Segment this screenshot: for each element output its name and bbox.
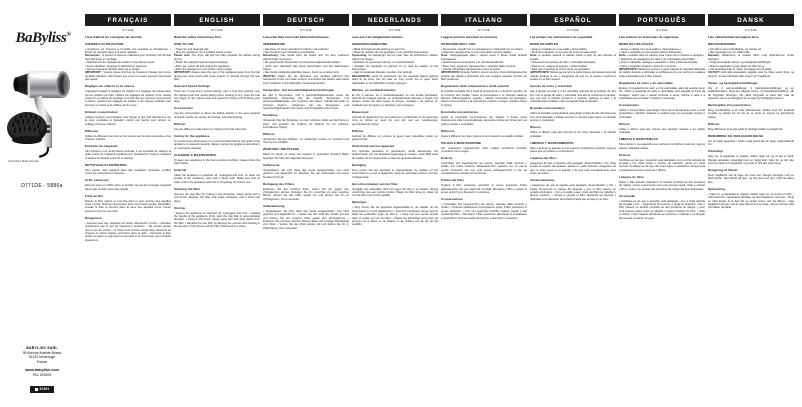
section-body: • Asegúrese de que el aparato esté apagado, desenchufado y frío. • Sujete firmemente el mango del aparato y gire el filtro trasero en sentido antihorario. • Con un cepillo suave, retire del filtro los cabellos y demás residuos. • Vuelva a colocar el filtro alineando las ranuras y girándolo en la dirección de la flecha hasta que encaje en su sitio. — [530, 184, 616, 201]
section-body: Usare la bocchetta concentratrice per dirigere il flusso d'aria direttamente sulla zona desiderata, lavorando ciocca per ciocca per uno styling preciso e controllato. — [441, 115, 527, 126]
product-panel — [0, 0, 84, 407]
section-body: Sørg for, at apparatet er slukket, stikket taget ud, og at det er koldt. Rengør apparatet udvendigt med en fugtig klud. Sørg for, at der ikke kommer vand ind i apparatet, og at det er helt tørt inden brug. — [708, 155, 794, 165]
section-heading: Reiniging — [352, 162, 367, 167]
column-intro: Lisez d'abord les consignes de sécurité. — [85, 34, 143, 39]
manual-section — [85, 111, 171, 126]
manual-section — [708, 188, 794, 210]
column-model-number: D771DE — [300, 28, 312, 32]
section-body: Clean the appliance is switched off, unplugged and cool. To clean the outside of the appliance, wipe with a damp cloth. Make sure that no water enters the appliance and that is completely dry before use. — [174, 173, 260, 184]
certification-badge-label: 300H — [39, 387, 50, 392]
manual-section — [352, 43, 438, 85]
section-heading: Diffuser — [352, 128, 364, 133]
language-column — [441, 14, 527, 394]
section-heading: WARTUNG UND PFLEGE — [263, 147, 300, 152]
manual-section — [530, 43, 616, 82]
section-body: • Controllare che l'apparecchio sia spento, staccato dalla corrente e freddo. • Tenendo saldamente l'impugnatura, girare il filtro posteriore in senso antiorario. • Con una spazzola morbida, togliere capelli e altri residui dal filtro. • Rimettere il filtro posteriore allineando le scanalature e girandolo in direzione della freccia fino a bloccarlo in posizione. — [441, 202, 527, 220]
section-body: Damit Ihr Gerät so lange wie möglich in optimalem Zustand bleibt, beachten Sie bitte die folgenden Hinweise. — [263, 153, 349, 160]
manual-section — [263, 89, 349, 111]
section-body: • Sørg for, at apparatet er slukket, stikket taget ud, og at det er koldt. • Hold godt fast i apparatets håndtag, og drej bagfilteret mod uret. • Brug en blød børste til at feje hår og andet snavs væk fra filteret. • Sæt bagfilteret på igen ved at rette rillerne ind og dreje i pilens retning, indtil det klikker på plads. — [708, 192, 794, 210]
manual-section — [708, 150, 794, 165]
section-heading: Opbevaring — [708, 186, 726, 191]
section-body: Para mantener el aparato en las mejores condiciones posibles, siga los pasos que se indican a continuación. — [530, 146, 616, 153]
section-heading: Embout concentrateur — [85, 109, 118, 114]
language-column — [263, 14, 349, 394]
column-model-number: D771DE — [567, 28, 579, 32]
section-heading: MODO DE EMPLEO — [530, 41, 559, 46]
section-heading: Blaasmond — [352, 109, 369, 114]
section-heading: VERWENDUNG — [263, 41, 286, 46]
section-heading: Caring for the appliance — [174, 133, 210, 138]
column-model-number: D771DE — [656, 28, 668, 32]
section-body: Verwenden Sie den Diffusor, um natürlichen Locken zu verleihen und Volumen zu schaffen. — [263, 138, 349, 145]
manual-section — [441, 142, 527, 154]
language-column — [352, 14, 438, 394]
column-intro: Lees eerst de veiligheidsinstructies. — [352, 34, 404, 39]
section-heading: Diffuser — [174, 121, 186, 126]
manual-section — [530, 107, 616, 122]
section-body: Gebruik de blaasmond om de luchtstroom rechtstreeks op de gewenste zone te richten en werk lok voor lok voor een nauwkeurige, gecontroleerde styling. — [352, 115, 438, 126]
section-heading: CLEANING & MAINTENANCE — [174, 152, 217, 157]
company-website: www.babyliss.com — [25, 368, 59, 373]
manual-section — [352, 111, 438, 126]
section-body: Utilice el difusor para dar volumen a los rizos naturales y al cabello ondulado. — [530, 131, 616, 138]
section-heading: Styledüse — [263, 113, 278, 118]
manual-section — [174, 43, 260, 82]
language-header: ENGLISH — [174, 14, 260, 26]
section-heading: Arrumação — [619, 193, 636, 198]
section-body: To keep your appliance in the best possible condition, please follow the steps below. — [174, 158, 260, 165]
hair-dryer-product-image — [2, 62, 82, 158]
section-body: Utilisez le diffuseur pour donner du volume aux boucles naturelles et les cheveux ondulés. — [85, 134, 171, 142]
column-intro: Leia primeiro as instruções de segurança. — [619, 34, 680, 39]
section-body: For at holde apparatet i bedst mulig stand bør du følge nedenstående trin. — [708, 139, 794, 147]
section-body: Remove the rear filter by rotating it anti-clockwise. Clean gently with a soft brush. Replace the filter and rotate clockwise until it locks into place. — [174, 192, 260, 203]
section-heading: Entretien de l'appareil — [85, 144, 118, 149]
section-body: Togliere il filtro posteriore girandolo in senso antiorario. Pulire delicatamente con una spazzola morbida. Rimettere il filtro e girarlo in senso orario fino a bloccarlo in posizione. — [441, 184, 527, 194]
manual-section — [263, 114, 349, 129]
section-heading: Regulações de calor e de velocidade — [619, 80, 673, 85]
manual-section — [708, 135, 794, 147]
language-header: ITALIANO — [441, 14, 527, 26]
section-heading: Difusor — [530, 125, 541, 130]
language-column — [530, 14, 616, 394]
manual-section — [85, 145, 171, 160]
section-heading: Mundstykke til koncentration — [708, 103, 751, 108]
manual-section — [708, 169, 794, 184]
section-heading: Concentrador — [619, 103, 640, 108]
section-heading: Temperatur- und Geschwindigkeitseinstellungen — [263, 87, 335, 92]
section-body: Retirez le filtre arrière en tournant dans le sens inverse des aiguilles d'une montre. Nettoyez doucement avec une brosse souple. Réinstallez ensuite le filtre et tournez dans le sens des aiguilles d'une montre jusqu'à ce qu'il se verrouille. — [85, 199, 171, 213]
section-body: • Seque el cabello con una toalla y desenrédelo. • Enchufe el aparato a una toma de corriente adecuada. Nota: el secador atraerá el cabello hacia el flujo de aire durante el secado. • Seleccione los ajustes de calor y velocidad deseados. • Tras el uso, apague el aparato y desenchúfelo. • Deje que el aparato se enfríe antes de guardarlo. ¡IMPORTANTE! Mantenga siempre la parte trasera del aparato lejos del cabello durante el uso y asegúrese de que no se aspiren mechones sueltos en el filtro trasero. — [530, 47, 616, 82]
section-heading: Reinigung des Filters — [263, 181, 295, 186]
section-heading: Regolazione della temperatura e della velocità — [441, 84, 509, 89]
manual-section — [352, 89, 438, 108]
manual-section — [174, 207, 260, 229]
column-model-number: D771DE — [745, 28, 757, 32]
section-heading: GEBRUIKSAANWIJZING — [352, 41, 388, 46]
section-body: È possibile scegliere fra 3 livelli di temperatura e 2 livelli di velocità, più la funzione aria fredda. Usare la temperatura e la velocità massime all'inizio dell'asciugatura; quando i capelli cominciano ad asciugarsi, ridurre la temperatura e la velocità per mettere in piega i capelli e rifinire lo styling. — [441, 90, 527, 107]
language-header: PORTUGUÊS — [619, 14, 705, 26]
section-body: Utilize o concentrador para dirigir o fluxo de ar diretamente para a zona pretendida e trabalhe madeixa a madeixa para um penteado preciso e controlado. — [619, 109, 705, 119]
language-column — [174, 14, 260, 394]
section-heading: LIMPIEZA Y MANTENIMIENTO — [530, 140, 574, 145]
manual-section — [441, 130, 527, 138]
section-heading: PULIZIA E MANUTENZIONE — [441, 140, 482, 145]
section-heading: RENGØRING OG VEDLIGEHOLDELSE — [708, 133, 764, 138]
section-body: To ensure best performance it is recommended that the rear grille of the appliance is cleaned regularly. Always unplug the appliance and allow it to cool before cleaning. — [174, 139, 260, 150]
language-column — [619, 14, 705, 394]
section-heading: Varme- og hastighedsindstillinger — [708, 80, 758, 85]
section-body: Es gibt 3 Temperatur- und 2 Geschwindigkeitsstufen sowie die Kaltluftstufe. Verwenden Sie die höchste Temperatur- und Geschwindigkeitsstufe zum Trocknen des Haars. Sobald das Haar zu trocknen beginnt, reduzieren Sie die Temperatur- und Geschwindigkeitsstufe zum Stylen und Fertigstellen Ihrer Frisur. — [263, 93, 349, 111]
section-heading: Heat and Speed Settings — [174, 84, 211, 89]
section-body: • Tamponare i capelli con un asciugamano e districarli con un pettine. • Attaccare l'apparecchio a una presa della corrente adatta. Nota: l'asciugacapelli attira i capelli verso il flusso d'aria durante l'asciugatura. • Selezionare la temperatura e la velocità desiderate. • Dopo l'uso, spegnere l'apparecchio e staccarlo dalla corrente. • Lasciar raffreddare l'apparecchio prima di riporlo. IMPORTANTE! Durante l'utilizzo tenere sempre il retro dell'apparecchio lontano dai capelli e accertarsi che non vengano aspirate ciocche nel filtro posteriore. — [441, 47, 527, 82]
manual-section — [263, 148, 349, 160]
section-heading: Außenseite — [263, 162, 280, 167]
manual-section — [174, 85, 260, 104]
section-body: • Seque o cabelo com uma toalha e desembarace-o. • Ligue o aparelho a uma tomada elétrica adequada. Nota: o secador atrai os cabelos para o fluxo de ar durante a secagem. • Selecione as regulações de calor e de velocidade pretendidas. • Após a utilização, desligue o aparelho e retire a ficha da tomada. • Deixe o aparelho arrefecer antes de o arrumar. IMPORTANTE! Mantenha sempre a parte traseira do aparelho afastada do cabelo durante a utilização e certifique-se de que nenhuma madeixa solta é aspirada para o filtro traseiro. — [619, 47, 705, 78]
language-columns — [85, 14, 797, 394]
section-heading: Onderhoud van het apparaat — [352, 144, 394, 149]
product-caption: Instructions Mode d'emploi — [8, 160, 39, 163]
manual-section — [619, 154, 705, 173]
section-heading: Conservazione — [441, 197, 463, 201]
section-body: • Employez sur cheveux à humidité une serviette et démêlez-les. • Évitez de l'appareil dans une pièce adaptée. Remarques : le séchoir à cheveux collectera pour conforter l'air humide dont alimenter en séchage. • Sélectionnez les réglages de chaleur et de vitesse requis. • Après utilisation, éteignez et débranchez l'appareil. • Laissez l'appareil refroidir avant de le ranger. IMPORTANT ! L'avant risque d'arriver de l'appareil d'usage des forces pendant utilisation, afin d'éviter que vous n'en avant appuyez pas la tête des unités. — [85, 47, 172, 82]
section-body: Use the concentrator to direct the airflow directly to the area required and work section by section for precise, controlled styling. — [174, 112, 260, 119]
section-body: There are 3 heat and 2 speed settings, plus a cool shot position. Use the highest heat and speed setting when starting to dry; once the hair has begun to dry, reduce heat and speed for styling and finishing your style. — [174, 90, 260, 104]
section-heading: LIMPEZA E MANUTENÇÃO — [619, 137, 658, 142]
section-heading: Pulizia del filtro — [441, 178, 465, 183]
language-column — [85, 14, 171, 394]
section-body: Existem 3 regulações de calor e 2 de velocidade, além da posição de ar frio. Utilize a regulação de calor e velocidade mais elevada no início da secagem; assim que o cabelo começar a secar, reduza o calor e a velocidade para modelar e finalizar o penteado. — [619, 86, 705, 101]
company-name: BABYLISS SARL — [26, 346, 58, 350]
section-heading: ISTRUZIONI PER L'USO — [441, 41, 476, 46]
section-heading: BRUGSANVISNING — [708, 41, 736, 46]
manual-section — [174, 169, 260, 184]
manual-section — [352, 130, 438, 142]
section-body: Para manter o seu aparelho nas melhores condições possíveis, siga os passos indicados abaixo. — [619, 143, 705, 150]
manual-section — [441, 111, 527, 126]
manual-section — [85, 179, 171, 191]
section-heading: CONSEILS D'UTILISATION — [85, 41, 124, 46]
section-body: • Zorg ervoor dat het apparaat uitgeschakeld is, de stekker uit het stopcontact is en het afgekoeld is. • Houd de handgreep stevig vast en draai het achterfilter tegen de klok in. • Veeg met een zachte borstel haar en ander vuil van het filter. • Plaats het achterfilter terug door de groeven uit te lijnen en te draaien in de richting van de pijl tot het vastklikt. — [352, 206, 438, 227]
manual-section — [174, 123, 260, 131]
manual-section — [263, 164, 349, 179]
section-body: • Tør håret med et håndklæde, og red det ud. • Sæt apparatet ind i en stikkontakt. Bemærk: hårtørreren vil trække håret mod luftstrømmen under tørringen. • Vælg de ønskede varme- og hastighedsindstillinger. • Sluk for apparatet og tag stikket ud efter brug. • Lad apparatet køle af, inden du lægger det på plads. VIGTIGT! Hold altid apparatets bagside væk fra håret under brug, og sørg for, at løse hårlokker ikke suges ind i bagfilteret. — [708, 47, 794, 78]
column-intro: Read the safety instructions first. — [174, 34, 222, 39]
section-body: Brug diffuseren til at give fylde til naturlige krøller og bølget hår. — [708, 127, 784, 131]
badge-square-icon — [35, 388, 38, 391]
language-header: FRANÇAIS — [85, 14, 171, 26]
manual-section — [441, 198, 527, 220]
section-heading: Cleaning the filter — [174, 186, 201, 191]
section-heading: Storing — [174, 205, 185, 210]
section-body: • Vergewissern Sie sich, dass das Gerät ausgeschaltet, vom Netz getrennt und abgekühlt ist. • Halten Sie den Griff des Geräts gut fest und drehen Sie den hinteren Filter gegen den Uhrzeigersinn. • Entfernen Sie mit einer weichen Bürste Haare und sonstige Rückstände vom Filter. • Setzen Sie den Filter wieder auf und drehen Sie ihn in Pfeilrichtung, bis er einrastet. — [263, 209, 349, 230]
section-heading: Limpeza do filtro — [619, 174, 644, 179]
manual-section — [174, 154, 260, 166]
section-heading: MODO DE UTILIZAÇÃO — [619, 41, 653, 46]
manual-section — [441, 157, 527, 176]
manual-section — [85, 195, 171, 214]
manual-section — [708, 82, 794, 101]
language-header: ESPAÑOL — [530, 14, 616, 26]
manual-section — [530, 126, 616, 138]
section-body: • Assurez-vous que l'appareil est éteint, débranché et froid. • Attendez entièrement que le jour de l'appareil à l'extrême. • Ne coupez jamais que le jour du cordon. • À l'aide d'une brosse souple deux éléments au cheveux et autres résidus accrochez dans la grille. • Remettre le filtre arrière et placer en appuyant en tournant et en retournant vers la finètre pressez-en. — [85, 221, 171, 242]
column-model-number: D771DE — [122, 28, 134, 32]
section-heading: Diffuser — [708, 121, 720, 126]
manual-section — [263, 205, 349, 230]
section-body: Certifique-se de que o aparelho está desligado, com a ficha retirada da tomada e frio. Para limpar o exterior do aparelho, passe um pano húmido. Certifique-se de que não entra água no aparelho e de que está completamente seco antes de o utilizar. — [619, 158, 705, 172]
company-address-block — [0, 346, 84, 395]
column-model-number: D771DE — [478, 28, 490, 32]
manual-section — [352, 145, 438, 160]
brand-logo — [8, 30, 78, 47]
brand-name: BaByliss — [15, 30, 67, 46]
section-heading: External — [174, 167, 187, 172]
section-heading: Het schoonmaken van het filter — [352, 181, 398, 186]
section-heading: Rengøring af filteret — [708, 167, 738, 172]
section-body: • Ensure the appliance is switched off, unplugged and cool. • Holding the handle of the appliance firmly, twist the rear filter in anti-clockwise direction. • Using a soft brush, sweep away hair and other debris from the filter. • Replace the rear filter by aligning the grooves and twisting in the direction of the arrow until the filter clicks back into place. — [174, 211, 260, 229]
manual-section — [708, 104, 794, 119]
section-body: Verwenden Sie die Styledüse, um den Luftstrom direkt auf die Partie zu leiten und arbeiten Sie Strähne für Strähne für ein präzises, kontrolliertes Styling. — [263, 119, 349, 130]
company-country: France — [36, 359, 48, 364]
language-header: DANSK — [708, 14, 794, 26]
section-body: Utilice la boquilla concentradora para dirigir el flujo de aire directamente a la zona deseada y trabaje mechón a mechón para lograr un peinado preciso y controlado. — [530, 112, 616, 123]
manual-section — [530, 179, 616, 201]
section-heading: Almacenamiento — [530, 178, 555, 183]
section-body: Verwijder het achterfilter door het tegen de klok in te draaien. Reinig voorzichtig met een zachte borstel. Plaats het filter terug en draai het met de klok mee tot het vastklikt. — [352, 187, 438, 198]
manual-section — [174, 188, 260, 203]
section-heading: Filtre arrière — [85, 193, 104, 198]
manual-section — [352, 164, 438, 179]
section-body: Use the diffuser to add volume to natural curls and wavy hair. — [174, 127, 247, 131]
section-heading: Exterior — [619, 152, 631, 157]
manual-section — [174, 135, 260, 150]
section-body: L'appareil possède 3 réglages de chaleur et 2 réglages de vitesse ainsi qu'une position air frais. Utilisez les réglages de chaleur et de vitesse maximum au début du séchage. Une fois que les cheveux commencent à sécher, préférez les réglages de chaleur et de vitesse modérés pour terminer et mettre et la coiffure par fin coup. — [85, 90, 171, 107]
section-body: Utilize o difusor para dar volume aos caracóis naturais e ao cabelo ondulado. — [619, 127, 705, 135]
section-heading: Opbergen — [352, 200, 367, 205]
section-body: • Das Haar mit einem Handtuch trocknen und entwirren. • Das Gerät an eine Steckdose anschließen. Bemerkung: Das Gerät zieht die Haare auf, mit dem Luftstrom während des Trocknens. • Die gewünschte Temperatur und Geschwindigkeitsstufe wählen. • Nach dem Gebrauch das Gerät ausschalten und den Netzstecker ziehen. • Das Gerät vollständig abkühlen lassen, bevor es verstaut wird. WICHTIG! Halten Sie die Rückseite des Gerätes während des Gebrauchs immer vom Haar entfernt und achten Sie darauf, dass keine losen Strähnen in das Filtergitter eingesaugt werden. — [263, 47, 349, 85]
column-model-number: D771DE — [389, 28, 401, 32]
registered-mark: ® — [66, 32, 71, 38]
section-body: Om optimale prestaties te garanderen, wordt aanbevolen het achterrooster van het apparaat regelmatig te reinigen. Haal altijd eerst de stekker uit het stopcontact en laat het apparaat afkoelen. — [352, 150, 438, 160]
section-heading: Diffusor — [263, 132, 275, 137]
section-body: Per mantenere l'apparecchio nelle migliori condizioni possibili, procedere come segue. — [441, 146, 527, 153]
column-intro: Lea primero las instrucciones de seguridad. — [530, 34, 593, 39]
section-heading: Rangement — [85, 215, 102, 220]
manual-section — [619, 195, 705, 220]
section-heading: Limpieza del filtro — [530, 156, 557, 160]
manual-section — [708, 43, 794, 79]
column-model-number: D771DE — [211, 28, 223, 32]
product-model-number: D771DE - 5886a — [21, 183, 63, 189]
section-body: Pour garder votre appareil dans des conditions optimales, veuillez suivre les instructions ci-dessous. — [85, 168, 171, 176]
section-heading: Bocchetta concentratrice — [441, 109, 479, 114]
section-body: Afin d'assurer une performance optimale, il est conseillé de nettoyer la grille arrière de l'appareil régulièrement. Débranchez toujours l'appareil et laissez-le refroidir avant de le nettoyer. — [85, 150, 171, 160]
section-heading: Warmte- en snelheidsstanden — [352, 87, 396, 92]
section-heading: Concentrator — [174, 106, 194, 111]
manual-section — [85, 85, 171, 107]
manual-section — [619, 43, 705, 79]
column-intro: Læs sikkerhedsanvisningerne først. — [708, 34, 760, 39]
section-heading: HOW TO USE — [174, 41, 194, 46]
section-heading: NETTOYAGE ET ENTRETIEN — [85, 162, 127, 167]
manual-section — [441, 43, 527, 82]
section-heading: Difusor — [619, 121, 630, 126]
section-body: Retire o filtro traseiro rodando-o no sentido contrário ao dos ponteiros do relógio. Limpe suavemente com uma escova macia. Volte a colocar o filtro e rode-o no sentido dos ponteiros do relógio até ficar bloqueado. — [619, 180, 705, 191]
manual-section — [619, 138, 705, 150]
section-body: • Towel dry and detangle hair. • Plug the appliance into a suitable mains socket. Please note: The dryer will pull the hairs towards the airflow during drying. • Select the required heat and speed settings. • After use, switch off and unplug the appliance. • Allow the appliance to cool before storing away. IMPORTANT! Always keep the rear of the appliance away from the hair during use, and ensure that loose strands or strands through the rear filter. — [174, 47, 260, 82]
section-heading: Diffuseur — [85, 128, 99, 133]
section-heading: Udvendigt — [708, 149, 724, 154]
certification-badge — [30, 386, 54, 393]
section-body: Asegúrese de que el aparato esté apagado, desenchufado y frío. Para limpiar el exterior del aparato, pásele un paño húmedo. Asegúrese de que no entre agua en el aparato y de que esté completamente seco antes de usarlo. — [530, 161, 616, 176]
manual-section — [263, 133, 349, 145]
manual-section — [530, 157, 616, 176]
section-body: Zorg ervoor dat het apparaat is uitgeschakeld, de stekker uit het stopcontact is en het is afgekoeld. Veeg de buitenkant schoon met een vochtige doek. — [352, 168, 438, 179]
section-body: Brug mundstykket til at rette luftstrømmen direkte mod det ønskede område og arbejd lok for lok for at opnå en præcis og kontrolleret styling. — [708, 109, 794, 119]
section-body: Der er 3 varmeindstillinger, 2 hastighedsindstillinger og en koldluftsfunktion. Brug den højeste varme- og hastighedsindstilling, når du begynder tørringen; når håret begynder at blive tørt, skal du reducere varme og hastighed for at style og færdiggøre frisuren. — [708, 86, 794, 101]
section-body: • Maak het haar handdoekdroog en kam het. • Steek de stekker van het apparaat in een geschikt stopcontact. Opmerking: de haardroger zal het haar naar de luchtstroom trekken tijdens het drogen. • Selecteer de gewenste warmte- en snelheidsstand. • Schakel het apparaat na gebruik uit en haal de stekker uit het stopcontact. • Laat het apparaat afkoelen voordat u het opbergt. BELANGRIJK! Houd de achterkant van het apparaat tijdens gebruik altijd uit de buurt van het haar en zorg ervoor dat er geen losse haarlokken in het achterfilter worden gezogen. — [352, 47, 438, 85]
manual-section — [263, 183, 349, 202]
section-body: Hay 3 ajustes de calor y 2 de velocidad, además de la posición de aire frío. Use el ajuste de calor y velocidad más alto al comenzar el secado; una vez que el cabello comience a secarse, reduzca el calor y la velocidad para moldear y dar el acabado final al peinado. — [530, 90, 616, 104]
section-body: Entfernen Sie den hinteren Filter, indem Sie ihn gegen den Uhrzeigersinn drehen. Reinigen Sie ihn vorsichtig mit einer weichen Bürste. Setzen Sie den Filter wieder ein und drehen Sie ihn im Uhrzeigersinn, bis er einrastet. — [263, 187, 349, 201]
manual-section — [352, 183, 438, 198]
section-body: Essuyez avec un chiffon doux et humide. Ne jamais immerger l'appareil dans l'eau ou dans tout autre liquide. — [85, 184, 171, 191]
section-body: • Certifique-se de que o aparelho está desligado, com a ficha retirada da tomada e frio. • Segurando firmemente a pega do aparelho, rode o filtro traseiro no sentido contrário ao dos ponteiros do relógio. • Com uma escova macia, retire os cabelos e outros resíduos do filtro. • Volte a colocar o filtro traseiro alinhando as ranhuras e rodando-o na direção da seta até encaixar no lugar. — [619, 199, 705, 220]
section-body: Er zijn 3 warmte- en 2 snelheidsstanden en een koude luchtstand. Gebruik de hoogste warmte- en snelheidsstand wanneer u begint met drogen. Zodra het haar begint te drogen, verlaagt u de warmte en snelheid voor het stylen en afwerken van uw kapsel. — [352, 93, 438, 107]
language-header: DEUTSCH — [263, 14, 349, 26]
company-reference: FAC 2008/09 — [32, 373, 52, 378]
manual-section — [619, 82, 705, 101]
manual-section — [619, 176, 705, 191]
manual-section — [708, 123, 794, 131]
section-body: Gebruik de diffuser om volume te geven aan natuurlijke krullen en golvend haar. — [352, 134, 438, 142]
manual-section — [85, 217, 171, 242]
language-header: NEDERLANDS — [352, 14, 438, 26]
manual-section — [530, 85, 616, 104]
section-heading: Aufbewahrung — [263, 203, 285, 208]
section-body: Utilisez l'embout concentrateur pour diriger le flux d'air directement sur la zone souhaitée et travailler mèche par mèche pour obtenir un coiffage précis et maîtrisé. — [85, 115, 171, 126]
manual-section — [441, 179, 527, 194]
manual-section — [619, 123, 705, 135]
manual-section — [352, 201, 438, 226]
section-body: Fjern bagfilteret ved at dreje det mod uret. Rengør forsigtigt med en blød børste. Sæt filteret på igen, og drej det med uret, indtil det låses fast. — [708, 173, 794, 184]
company-address-line1: 99 Avenue Aristide Briand — [22, 351, 62, 355]
section-heading: Boquilla concentradora — [530, 106, 565, 111]
manual-section — [619, 104, 705, 119]
manual-section — [85, 130, 171, 142]
column-intro: Leggere prima le istruzioni di sicurezza. — [441, 34, 498, 39]
section-body: Vergewissern Sie sich, dass das Gerät ausgeschaltet, vom Netz getrennt und abgekühlt ist. Wischen Sie die Außenseite mit einem feuchten Tuch ab. — [263, 168, 349, 179]
manual-section — [174, 107, 260, 119]
section-heading: Diffusore — [441, 128, 455, 133]
section-body: Usare il diffusore per dare volume ai ricci naturali e ai capelli ondulati. — [441, 134, 524, 138]
section-heading: Réglages de chaleur et de vitesse — [85, 84, 135, 89]
manual-section — [441, 85, 527, 107]
manual-section — [530, 142, 616, 154]
section-heading: Esterno — [441, 156, 453, 160]
column-intro: Lesen Sie bitte zuerst die Sicherheitshinweise. — [263, 34, 330, 39]
language-column — [708, 14, 794, 394]
manual-section — [85, 164, 171, 176]
section-heading: Ajustes de calor y velocidad — [530, 84, 572, 89]
section-body: Controllare che l'apparecchio sia spento, staccato dalla corrente e freddo. Per pulire l'esterno dell'apparecchio, passare con un panno umido. Accertarsi che non entri acqua nell'apparecchio e che sia completamente asciutto prima dell'uso. — [441, 161, 527, 176]
section-heading: Grille extérieure — [85, 178, 109, 183]
manual-section — [263, 43, 349, 85]
company-address-line2: 92120 Montrouge — [28, 355, 56, 360]
manual-section — [85, 43, 171, 82]
